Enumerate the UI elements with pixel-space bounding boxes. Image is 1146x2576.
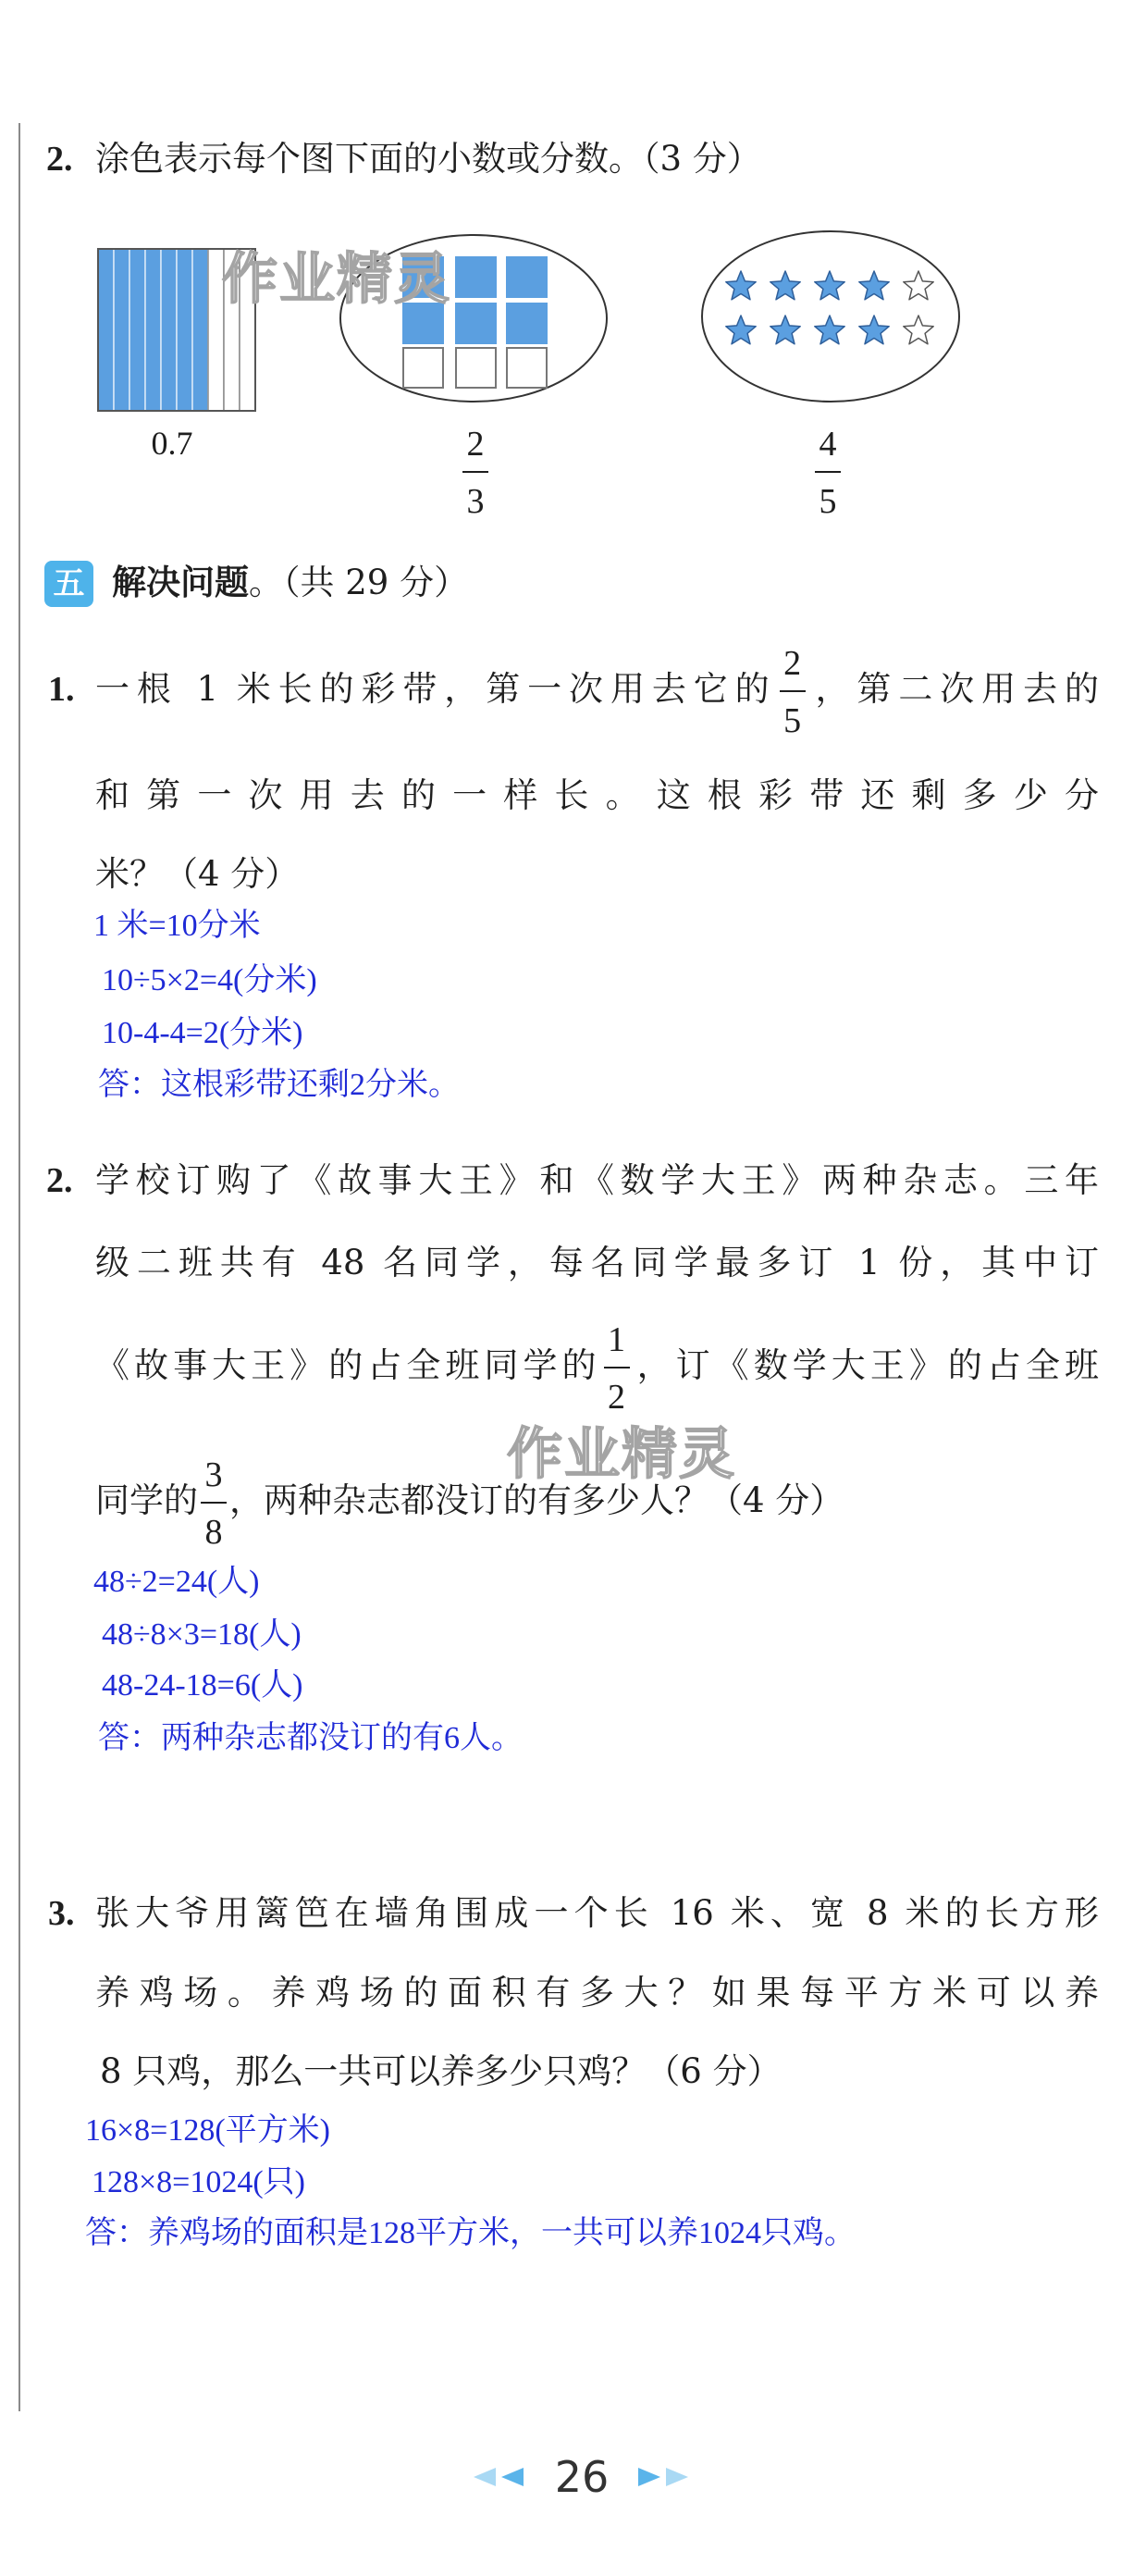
line-text: 一根 1 米长的彩带，第一次用去它的 [95, 669, 777, 709]
question-prompt: 涂色表示每个图下面的小数或分数。（3 分） [95, 139, 761, 179]
handwritten-answer-line: 1 米=10分米 [93, 909, 261, 943]
fraction-bar [780, 690, 806, 692]
question-number: 2. [46, 140, 73, 179]
left-triangle-icon [474, 2468, 496, 2486]
shaded-bar [114, 249, 129, 411]
shaded-bar [192, 249, 208, 411]
problem-text-line: 学校订购了《故事大王》和《数学大王》两种杂志。三年 [95, 1160, 1099, 1200]
fraction-denominator: 5 [783, 700, 802, 740]
unshaded-star-icon [904, 271, 933, 300]
shaded-square [507, 303, 547, 343]
fraction-four-fifths [815, 421, 841, 525]
problem-text-line: 级二班共有 48 名同学，每名同学最多订 1 份，其中订 [95, 1243, 1099, 1282]
shaded-star-icon [859, 316, 889, 344]
left-triangle-icon [501, 2468, 524, 2486]
unshaded-star-icon [904, 316, 933, 344]
watermark-text: 作业精灵 [222, 247, 451, 312]
handwritten-answer-line: 16×8=128(平方米) [85, 2113, 330, 2148]
fraction-denominator: 5 [819, 482, 837, 521]
fraction-numerator: 1 [608, 1319, 626, 1359]
line-text: 同学的 [95, 1480, 198, 1520]
handwritten-answer-line: 48÷8×3=18(人) [102, 1617, 302, 1652]
handwritten-answer-line: 10-4-4=2(分米) [102, 1016, 303, 1050]
problem-number: 2. [46, 1161, 73, 1200]
problem-text-line: 米？（4 分） [95, 854, 300, 894]
problem-text-line [95, 1314, 1099, 1420]
fraction-denominator: 3 [466, 482, 485, 521]
fraction-bar [604, 1367, 630, 1368]
handwritten-answer-line: 48-24-18=6(人) [102, 1668, 303, 1703]
shaded-bar [161, 249, 177, 411]
shaded-bar [177, 249, 192, 411]
handwritten-answer-line: 答：养鸡场的面积是128平方米，一共可以养1024只鸡。 [85, 2216, 856, 2250]
handwritten-answer-line: 答：这根彩带还剩2分米。 [98, 1068, 460, 1102]
fraction-bar [462, 471, 488, 473]
shaded-square [456, 303, 496, 343]
star-group-figure [696, 226, 966, 407]
fraction-numerator: 2 [783, 643, 802, 683]
shaded-square [456, 257, 496, 297]
section-title [112, 560, 468, 605]
handwritten-answer-line: 答：两种杂志都没订的有6人。 [98, 1721, 523, 1755]
section-badge: 五 [44, 561, 93, 607]
unshaded-square [456, 348, 496, 388]
right-triangle-icon [638, 2468, 660, 2486]
handwritten-answer-line: 10÷5×2=4(分米) [102, 963, 317, 997]
problem-number: 3. [48, 1894, 75, 1933]
fraction-three-eighths [201, 1452, 227, 1555]
section-title-note: 。（共 29 分） [249, 563, 469, 602]
problem-text-line: 养鸡场。养鸡场的面积有多大？如果每平方米可以养 [95, 1973, 1099, 2012]
shaded-bar [98, 249, 114, 411]
shaded-star-icon [815, 316, 844, 344]
fraction-numerator: 3 [204, 1455, 223, 1494]
shaded-star-icon [859, 271, 889, 300]
star-figure-fraction-wrap [791, 421, 865, 525]
line-text: ，订《数学大王》的占全班 [632, 1345, 1100, 1385]
line-text: ，两种杂志都没订的有多少人？（4 分） [229, 1480, 844, 1520]
square-figure-fraction-wrap [438, 421, 512, 525]
problem-text-line [95, 638, 1099, 744]
fraction-numerator: 2 [466, 425, 485, 464]
shaded-square [507, 257, 547, 297]
fraction-two-fifths [780, 640, 806, 744]
shaded-star-icon [726, 316, 756, 344]
page-number: 26 [554, 2452, 610, 2502]
fraction-two-thirds [462, 421, 488, 525]
double-right-triangle-icon [635, 2466, 690, 2488]
shaded-star-icon [815, 271, 844, 300]
shaded-star-icon [770, 316, 800, 344]
fraction-denominator: 8 [204, 1512, 223, 1552]
fraction-denominator: 2 [608, 1377, 626, 1417]
watermark-text: 作业精灵 [507, 1422, 736, 1487]
fraction-bar [201, 1502, 227, 1504]
handwritten-answer-line: 128×8=1024(只) [92, 2165, 305, 2199]
fraction-one-half [604, 1317, 630, 1420]
shaded-bar [145, 249, 161, 411]
shaded-star-icon [726, 271, 756, 300]
line-text: 《故事大王》的占全班同学的 [95, 1345, 601, 1385]
problem-text-line: 和第一次用去的一样长。这根彩带还剩多少分 [95, 775, 1099, 815]
bar-figure-label: 0.7 [151, 425, 193, 462]
shaded-bar [129, 249, 145, 411]
double-left-triangle-icon [472, 2466, 527, 2488]
unshaded-square [403, 348, 443, 388]
shaded-star-icon [770, 271, 800, 300]
right-triangle-icon [666, 2468, 688, 2486]
section-title-main: 解决问题 [112, 562, 249, 602]
line-text: ，第二次用去的 [807, 669, 1100, 709]
problem-number: 1. [48, 670, 75, 709]
handwritten-answer-line: 48÷2=24(人) [93, 1565, 260, 1599]
fraction-bar [815, 471, 841, 473]
fraction-numerator: 4 [819, 425, 837, 464]
problem-text-line: 张大爷用篱笆在墙角围成一个长 16 米、宽 8 米的长方形 [95, 1893, 1099, 1933]
left-margin-rule [18, 123, 20, 2411]
unshaded-square [507, 348, 547, 388]
problem-text-line: 8 只鸡，那么一共可以养多少只鸡？（6 分） [100, 2051, 782, 2091]
